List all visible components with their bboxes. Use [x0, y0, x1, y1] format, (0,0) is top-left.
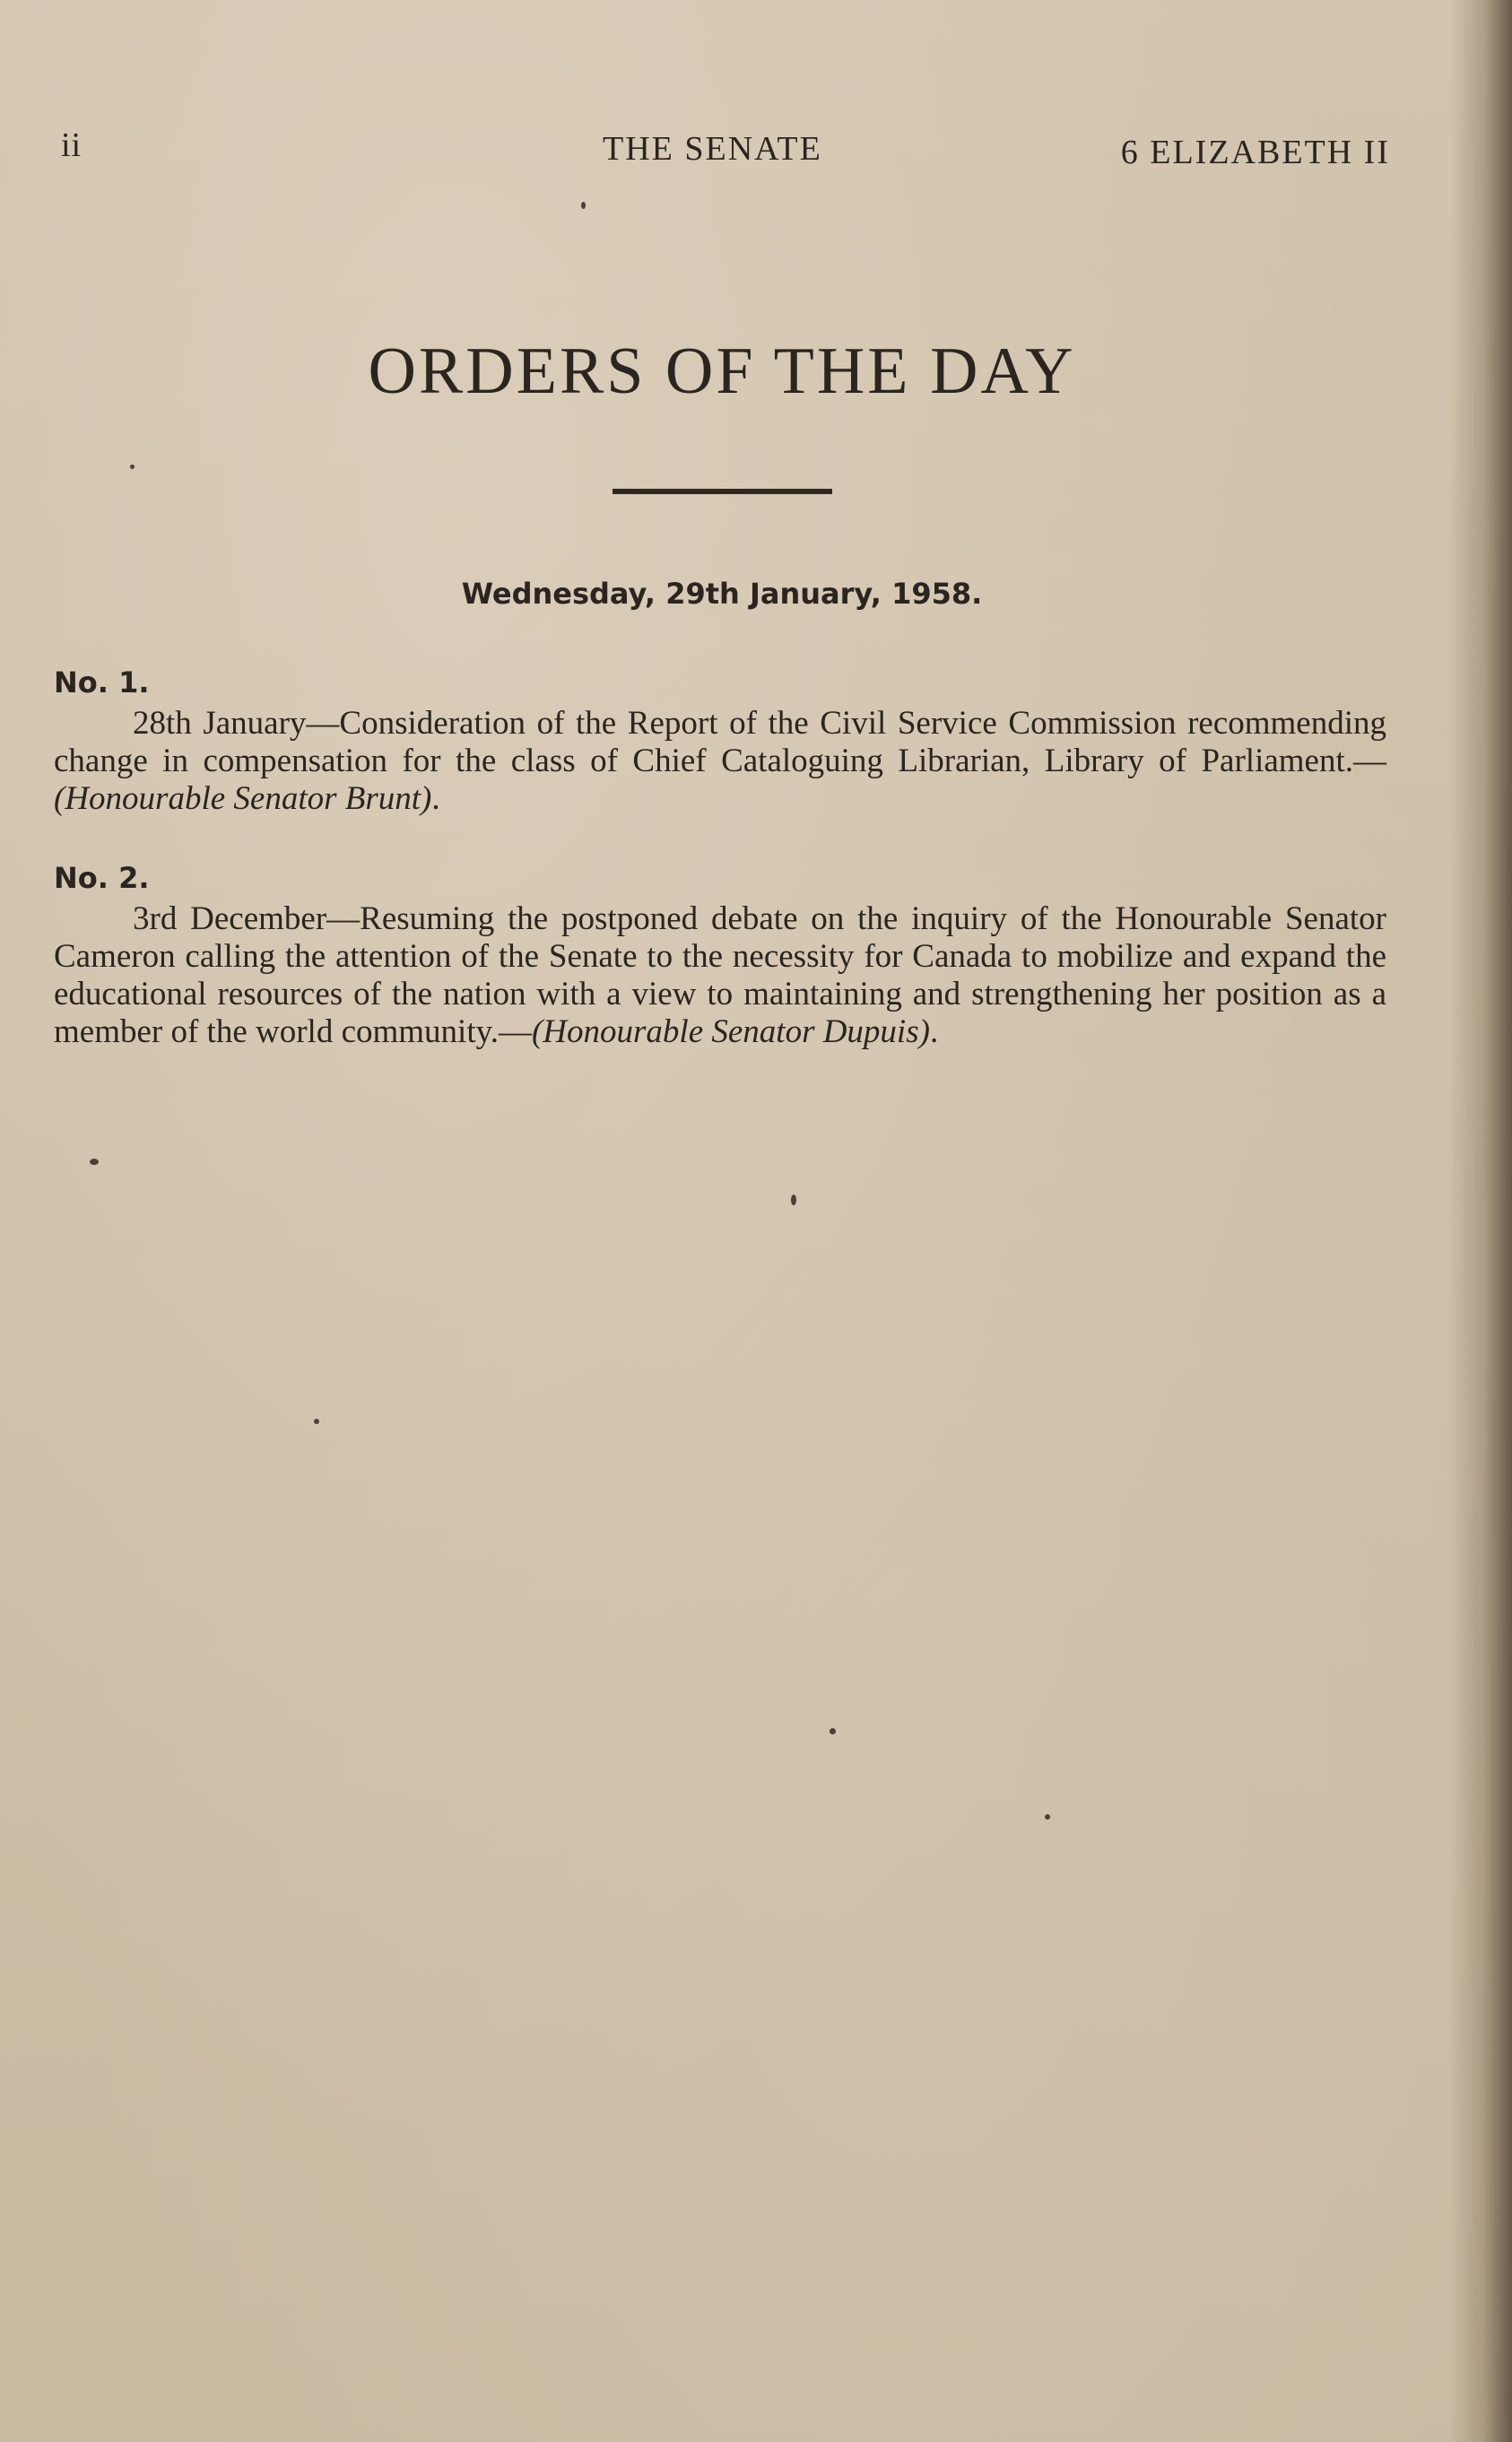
senator-name: (Honourable Senator Dupuis) — [531, 1013, 930, 1050]
order-item-1 — [54, 665, 1386, 818]
page-title: ORDERS OF THE DAY — [368, 335, 1076, 408]
regnal-year: 6 ELIZABETH II — [1120, 134, 1390, 171]
order-body: 3rd December—Resuming the postponed debate on the inquiry of the Honourable Senator Cameron calling the attention of the Senate to the necessity for Canada to mobilize and expand the educational resources of the nation with a view to maintaining and strengthening her position as a member of the world community.— — [54, 900, 1386, 1050]
paper-speck — [314, 1419, 319, 1424]
sitting-date: Wednesday, 29th January, 1958. — [461, 577, 983, 611]
order-number: No. 1. — [54, 665, 150, 700]
title-rule — [613, 489, 832, 494]
binding-shadow — [1449, 0, 1512, 2442]
order-text — [54, 900, 1386, 1051]
paper-speck — [830, 1728, 836, 1734]
order-text — [54, 705, 1386, 818]
paper-speck — [581, 202, 586, 209]
page-number: ii — [61, 126, 83, 164]
order-end: . — [431, 780, 440, 817]
order-number: No. 2. — [54, 861, 150, 895]
paper-speck — [130, 465, 135, 469]
running-head — [61, 126, 1390, 170]
running-title: THE SENATE — [603, 130, 822, 168]
senator-name: (Honourable Senator Brunt) — [54, 780, 432, 817]
order-body: 28th January—Consideration of the Report of the Civil Service Commission recommending change in compensation for the class of Chief Cataloguing Librarian, Library of Parliament.— — [54, 705, 1386, 779]
paper-speck — [791, 1195, 796, 1205]
order-item-2 — [54, 861, 1386, 1051]
order-end: . — [929, 1013, 939, 1050]
paper-speck — [90, 1159, 99, 1165]
paper-speck — [1045, 1814, 1050, 1820]
